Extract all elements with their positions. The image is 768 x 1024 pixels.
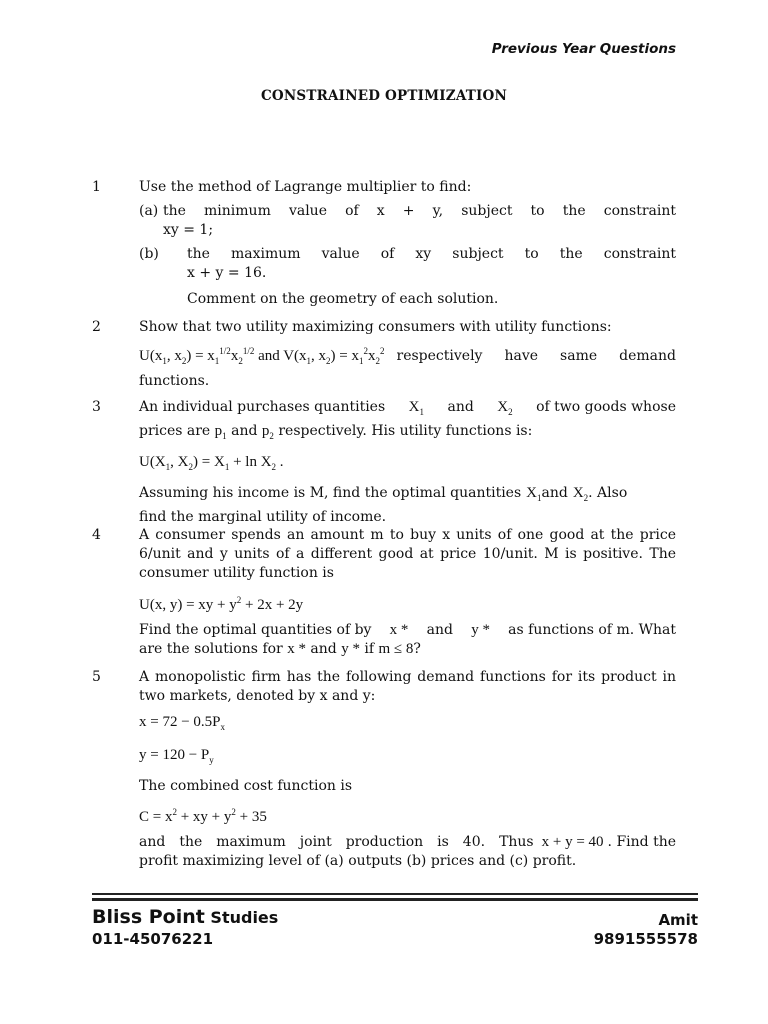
question-1-part-b: (b) the maximum value of xy subject to the constraint x + y = 16. <box>139 246 676 281</box>
question-1-part-a: (a) the minimum value of x + y, subject to the constraint xy = 1; <box>139 203 676 238</box>
section-header: Previous Year Questions <box>491 41 676 57</box>
footer-phone: 011-45076221 <box>92 930 214 948</box>
question-4: 4 A consumer spends an amount m to buy x units of one good at the price 6/unit and y units of a different good at price 10/unit. M is positive. The consumer utility function is U(x, y) = xy + $y^2 + 2x + 2y$ Find the optimal quantities of by x * and y * as functions of m. What are the solutions for x * and y * if m ≤ 8? <box>92 527 676 657</box>
question-3: 3 An individual purchases quantities $X_1$ and $X_2$ of two goods whose prices are $p_1$ and $p_2$ respectively. His utility functions is: $U(X_1$, $X_2) = X_1 + \ln X_2$ . Assuming his income is M, find the optimal quantities $X_1$ and $X_2$ . Also find the marginal utility of income. <box>92 399 676 525</box>
question-1-intro: Use the method of Lagrange multiplier to find: <box>139 179 472 195</box>
question-number: 5 <box>92 669 101 685</box>
question-1-comment: Comment on the geometry of each solution. <box>187 291 499 307</box>
footer-mobile: 9891555578 <box>593 930 698 948</box>
utility-function-3: $U(X_1$, $X_2) = X_1 + \ln X_2$ . <box>139 454 284 472</box>
utility-function-u: $U(x_1$, $x_2) = x_1^{1/2}x_2^{1/2}$ and $V(x_1$, $x_2) = x_1^2x_2^2$ <box>139 346 385 366</box>
utility-function-4: U(x, y) = xy + $y^2 + 2x + 2y$ <box>139 595 304 613</box>
question-number: 1 <box>92 179 101 195</box>
footer-divider <box>92 893 698 895</box>
question-1 <box>92 178 676 309</box>
page-title: CONSTRAINED OPTIMIZATION <box>260 88 508 104</box>
question-number: 2 <box>92 319 101 335</box>
question-2-intro: Show that two utility maximizing consumers with utility functions: <box>139 319 612 335</box>
question-2: 2 Show that two utility maximizing consumers with utility functions: $U(x_1$, $x_2) = x_1^{1/2}x_2^{1/2}$ and $V(x_1$, $x_2) = x_1^2x_2^2$ respectively have same demand functions. <box>92 319 676 389</box>
question-number: 4 <box>92 527 101 543</box>
question-5-text: A monopolistic firm has the following demand functions for its product in two markets, denoted by x and y: <box>139 669 676 704</box>
demand-function-x: $x = 72 - 0.5P_x$ <box>139 714 226 732</box>
footer-brand: Bliss Point Studies <box>92 906 279 928</box>
demand-function-y: $y = 120 - P_y$ <box>139 747 214 765</box>
question-5: 5 A monopolistic firm has the following demand functions for its product in two markets, denoted by x and y: $x = 72 - 0.5P_x$ $y = 120 - P_y$ The combined cost function is $C = x^2$ + xy + $y^2 + 35$ and the maximum joint production is 40. Thus x + y = 40 . Find the profit maximizing level of (a) outputs (b) prices and (c) profit. <box>92 669 676 869</box>
footer-divider-thick <box>92 898 698 901</box>
cost-function: $C = x^2$ + xy + $y^2 + 35$ <box>139 807 267 825</box>
question-number: 3 <box>92 399 101 415</box>
question-4-text: A consumer spends an amount m to buy x units of one good at the price 6/unit and y units of a different good at price 10/unit. M is positive. The consumer utility function is <box>139 527 676 581</box>
footer-author: Amit <box>658 911 698 929</box>
